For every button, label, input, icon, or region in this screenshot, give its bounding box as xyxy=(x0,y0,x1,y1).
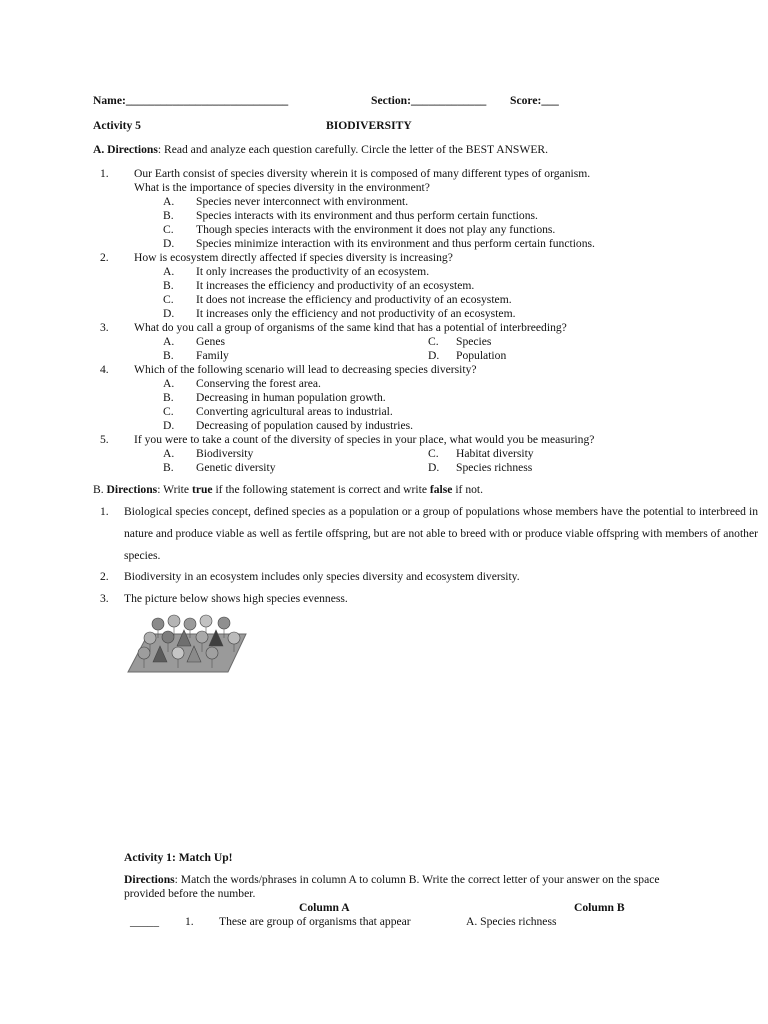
option-letter[interactable]: A. xyxy=(163,195,175,208)
part-b-prefix: B. xyxy=(93,483,107,496)
option-letter[interactable]: B. xyxy=(163,461,174,474)
activity1-instructions: : Match the words/phrases in column A to column B. Write the correct letter of your answer on the space xyxy=(174,873,660,886)
score-field[interactable] xyxy=(510,94,559,108)
section-label: Section: xyxy=(371,94,411,107)
option-text: Family xyxy=(196,349,229,362)
part-b-directions-word: Directions xyxy=(106,483,158,496)
option-text: Conserving the forest area. xyxy=(196,377,321,390)
option-text: Habitat diversity xyxy=(456,447,534,460)
name-field[interactable] xyxy=(93,94,288,108)
option-letter[interactable]: D. xyxy=(163,307,175,320)
activity1-directions xyxy=(124,873,660,887)
question-text: How is ecosystem directly affected if species diversity is increasing? xyxy=(134,251,453,264)
option-letter[interactable]: B. xyxy=(163,349,174,362)
part-a-instructions: : Read and analyze each question carefully. Circle the letter of the BEST ANSWER. xyxy=(157,143,549,156)
question-text-line2: What is the importance of species diversity in the environment? xyxy=(134,181,430,194)
option-text: Species minimize interaction with its environment and thus perform certain functions. xyxy=(196,237,595,250)
page-title: BIODIVERSITY xyxy=(326,119,412,132)
name-blank[interactable]: ____________________________ xyxy=(125,94,289,107)
question-number: 2. xyxy=(100,251,109,264)
option-text: Species xyxy=(456,335,492,348)
option-letter[interactable]: D. xyxy=(163,419,175,432)
name-label: Name: xyxy=(93,94,126,107)
activity1-directions-word: Directions xyxy=(124,873,175,886)
option-text: Decreasing in human population growth. xyxy=(196,391,386,404)
true-word: true xyxy=(191,483,213,496)
activity1-title: Activity 1: Match Up! xyxy=(124,851,233,864)
option-text: Converting agricultural areas to industrial. xyxy=(196,405,393,418)
option-letter[interactable]: B. xyxy=(163,279,174,292)
option-letter[interactable]: C. xyxy=(163,293,174,306)
option-text: Decreasing of population caused by industries. xyxy=(196,419,414,432)
column-b-header: Column B xyxy=(574,901,625,914)
column-a-header: Column A xyxy=(299,901,350,914)
part-b-instr: : Write xyxy=(157,483,192,496)
option-letter[interactable]: C. xyxy=(163,405,174,418)
option-letter[interactable]: C. xyxy=(428,447,439,460)
question-number: 1. xyxy=(100,167,109,180)
question-text: What do you call a group of organisms of the same kind that has a potential of interbreeding? xyxy=(134,321,567,334)
question-number: 5. xyxy=(100,433,109,446)
question-number: 3. xyxy=(100,321,109,334)
tf-statement-2: Biodiversity in an ecosystem includes only species diversity and ecosystem diversity. xyxy=(124,570,520,583)
score-blank[interactable]: ___ xyxy=(541,94,559,107)
tf-statement-1: Biological species concept, defined species as a population or a group of populations whose members have the potential to interbreed in nature and produce viable as well as fertile offspring, but are not able to breed with or produce viable offspring with members of another species. xyxy=(124,505,758,562)
option-text: It only increases the productivity of an ecosystem. xyxy=(196,265,430,278)
tf-number: 3. xyxy=(100,592,109,605)
option-letter[interactable]: B. xyxy=(163,391,174,404)
option-text: Biodiversity xyxy=(196,447,254,460)
answer-blank[interactable]: _____ xyxy=(130,915,159,928)
option-letter[interactable]: A. xyxy=(163,265,175,278)
score-label: Score: xyxy=(510,94,542,107)
option-letter[interactable]: C. xyxy=(428,335,439,348)
section-blank[interactable]: _____________ xyxy=(410,94,487,107)
option-letter[interactable]: D. xyxy=(163,237,175,250)
option-text: Species interacts with its environment and thus perform certain functions. xyxy=(196,209,538,222)
question-number: 4. xyxy=(100,363,109,376)
false-word: false xyxy=(429,483,453,496)
part-b-instr: if not. xyxy=(452,483,484,496)
option-letter[interactable]: D. xyxy=(428,349,440,362)
match-number: 1. xyxy=(185,915,194,928)
question-text: Our Earth consist of species diversity wherein it is composed of many different types of organism. xyxy=(134,167,591,180)
question-text: If you were to take a count of the diversity of species in your place, what would you be measuring? xyxy=(134,433,595,446)
option-text: Though species interacts with the environment it does not play any functions. xyxy=(196,223,556,236)
part-a-prefix: A. Directions xyxy=(93,143,158,156)
part-b-instr: if the following statement is correct and write xyxy=(212,483,430,496)
option-text: Species richness xyxy=(456,461,533,474)
option-text: Genes xyxy=(196,335,225,348)
match-item-text: These are group of organisms that appear xyxy=(219,915,411,928)
section-field[interactable] xyxy=(371,94,486,108)
option-text: It increases only the efficiency and not productivity of an ecosystem. xyxy=(196,307,516,320)
tf-number: 2. xyxy=(100,570,109,583)
activity1-instructions-line2: provided before the number. xyxy=(124,887,256,900)
option-text: It increases the efficiency and productivity of an ecosystem. xyxy=(196,279,475,292)
option-letter[interactable]: D. xyxy=(428,461,440,474)
option-letter[interactable]: A. xyxy=(163,377,175,390)
option-letter[interactable]: B. xyxy=(163,209,174,222)
forest-illustration xyxy=(124,608,250,676)
option-letter[interactable]: C. xyxy=(163,223,174,236)
tf-number: 1. xyxy=(100,505,109,518)
option-letter[interactable]: A. xyxy=(163,447,175,460)
activity-label: Activity 5 xyxy=(93,119,141,132)
match-answer: A. Species richness xyxy=(466,915,557,928)
option-text: Genetic diversity xyxy=(196,461,276,474)
option-text: Species never interconnect with environment. xyxy=(196,195,409,208)
option-letter[interactable]: A. xyxy=(163,335,175,348)
option-text: Population xyxy=(456,349,507,362)
question-text: Which of the following scenario will lead to decreasing species diversity? xyxy=(134,363,477,376)
part-b-directions xyxy=(93,483,483,497)
tf-statement-3: The picture below shows high species evenness. xyxy=(124,592,348,605)
part-a-directions xyxy=(93,143,548,157)
option-text: It does not increase the efficiency and productivity of an ecosystem. xyxy=(196,293,512,306)
